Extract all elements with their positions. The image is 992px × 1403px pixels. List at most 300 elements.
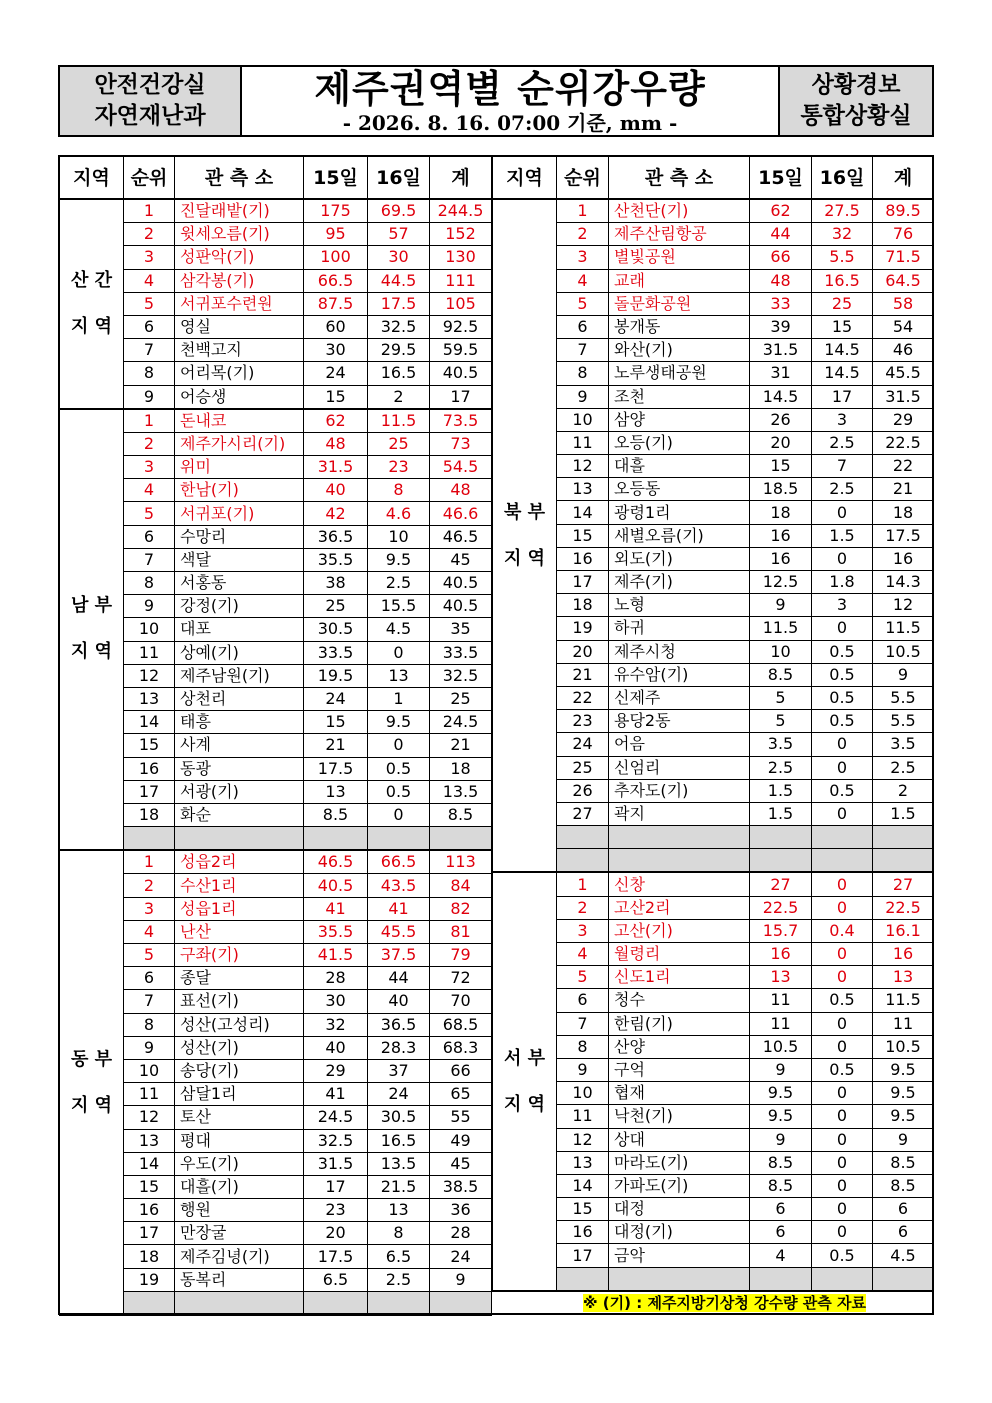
region-label: 서 부 지 역 [493, 872, 557, 1290]
rank-cell: 17 [557, 571, 609, 594]
day15-cell: 20 [750, 431, 812, 454]
rank-cell: 1 [124, 199, 175, 223]
station-cell: 수산1리 [175, 874, 304, 897]
rank-cell: 11 [124, 641, 175, 664]
day15-cell: 18.5 [750, 478, 812, 501]
total-cell: 48 [430, 479, 492, 502]
day15-cell: 30.5 [304, 618, 368, 641]
table-row [60, 525, 492, 548]
rank-cell: 14 [557, 1174, 609, 1197]
rank-cell [557, 826, 609, 849]
day16-cell: 14.5 [812, 362, 873, 385]
station-cell: 위미 [175, 456, 304, 479]
total-cell: 113 [430, 850, 492, 874]
rank-header: 순위 [124, 157, 175, 200]
table-row [493, 733, 934, 756]
day15-cell: 9 [750, 594, 812, 617]
table-row [60, 1036, 492, 1059]
day15-cell: 175 [304, 199, 368, 223]
total-cell: 45.5 [873, 362, 934, 385]
rank-cell: 1 [124, 409, 175, 433]
day16-cell: 2.5 [812, 478, 873, 501]
table-row [493, 594, 934, 617]
rank-cell: 1 [124, 850, 175, 874]
station-cell: 봉개동 [609, 315, 750, 338]
day15-cell: 19.5 [304, 664, 368, 687]
rank-cell: 10 [557, 1082, 609, 1105]
day15-cell: 39 [750, 315, 812, 338]
table-row [493, 1012, 934, 1035]
station-cell: 한림(기) [609, 1012, 750, 1035]
total-header: 계 [873, 157, 934, 200]
total-cell [430, 827, 492, 851]
day15-cell: 5 [750, 686, 812, 709]
table-row [60, 1129, 492, 1152]
day16-cell: 0.5 [812, 640, 873, 663]
rank-cell: 6 [124, 525, 175, 548]
total-cell: 8.5 [873, 1151, 934, 1174]
rank-cell: 19 [557, 617, 609, 640]
day16-cell: 32 [812, 223, 873, 246]
day16-cell: 3 [812, 408, 873, 431]
rainfall-table-left [59, 156, 492, 1316]
table-row [60, 850, 492, 874]
day16-cell: 30.5 [368, 1106, 430, 1129]
day15-cell: 6 [750, 1198, 812, 1221]
day15-cell: 15 [304, 711, 368, 734]
table-row [60, 362, 492, 385]
total-cell: 68.3 [430, 1036, 492, 1059]
day16-cell: 1 [368, 687, 430, 710]
table-row [493, 686, 934, 709]
total-cell: 6 [873, 1198, 934, 1221]
day16-cell: 6.5 [368, 1245, 430, 1268]
rank-cell: 3 [124, 246, 175, 269]
total-cell: 28 [430, 1222, 492, 1245]
table-row [493, 896, 934, 919]
rank-cell: 11 [557, 431, 609, 454]
day16-cell: 0 [812, 1035, 873, 1058]
rank-cell: 2 [557, 896, 609, 919]
day16-cell: 11.5 [368, 409, 430, 433]
station-cell: 신창 [609, 872, 750, 896]
day16-cell [812, 826, 873, 849]
day15-cell: 29 [304, 1059, 368, 1082]
table-row [60, 223, 492, 246]
table-row [60, 292, 492, 315]
day16-cell [368, 1291, 430, 1315]
rank-cell: 10 [557, 408, 609, 431]
day16-cell: 0.5 [368, 757, 430, 780]
total-cell [873, 849, 934, 873]
station-cell: 산양 [609, 1035, 750, 1058]
region-header: 지역 [493, 157, 557, 200]
table-row [60, 711, 492, 734]
table-row [493, 1035, 934, 1058]
total-cell: 3.5 [873, 733, 934, 756]
day16-cell: 4.5 [368, 618, 430, 641]
total-cell: 9.5 [873, 1105, 934, 1128]
region-label: 남 부 지 역 [60, 409, 124, 851]
total-cell: 46.5 [430, 525, 492, 548]
station-cell: 신제주 [609, 686, 750, 709]
day16-cell: 16.5 [368, 362, 430, 385]
station-cell: 구억 [609, 1058, 750, 1081]
blank-row [60, 827, 492, 851]
rank-cell: 18 [124, 803, 175, 826]
day15-cell: 31 [750, 362, 812, 385]
station-cell: 추자도(기) [609, 779, 750, 802]
day16-cell: 17.5 [368, 292, 430, 315]
total-cell: 58 [873, 292, 934, 315]
day16-cell: 30 [368, 246, 430, 269]
day16-cell: 32.5 [368, 315, 430, 338]
station-cell: 상예(기) [175, 641, 304, 664]
station-cell: 조천 [609, 385, 750, 408]
station-cell: 고산(기) [609, 919, 750, 942]
day16-cell: 1.8 [812, 571, 873, 594]
day16-cell: 0 [812, 872, 873, 896]
table-row [493, 966, 934, 989]
table-row [493, 223, 934, 246]
total-cell: 45 [430, 1152, 492, 1175]
day15-cell: 33 [750, 292, 812, 315]
day15-cell: 36.5 [304, 525, 368, 548]
day15-cell: 62 [304, 409, 368, 433]
rank-cell: 8 [124, 362, 175, 385]
station-cell: 표선(기) [175, 990, 304, 1013]
day16-header: 16일 [368, 157, 430, 200]
region-header: 지역 [60, 157, 124, 200]
rank-cell: 17 [124, 1222, 175, 1245]
total-cell: 9.5 [873, 1058, 934, 1081]
header-row [60, 157, 492, 200]
station-cell: 돈내코 [175, 409, 304, 433]
table-row [493, 431, 934, 454]
rainfall-table-right [492, 156, 934, 1292]
day15-cell: 35.5 [304, 920, 368, 943]
day15-cell: 38 [304, 572, 368, 595]
total-cell: 24.5 [430, 711, 492, 734]
rank-cell: 4 [557, 269, 609, 292]
total-cell: 40.5 [430, 595, 492, 618]
rank-cell: 16 [124, 757, 175, 780]
day16-cell: 14.5 [812, 339, 873, 362]
day15-cell: 10 [750, 640, 812, 663]
day16-cell: 41 [368, 897, 430, 920]
station-cell: 제주가시리(기) [175, 432, 304, 455]
station-cell [175, 827, 304, 851]
total-cell: 40.5 [430, 572, 492, 595]
total-cell: 81 [430, 920, 492, 943]
day16-cell: 13 [368, 664, 430, 687]
rank-cell: 8 [557, 362, 609, 385]
day15-cell: 8.5 [750, 663, 812, 686]
station-cell: 마라도(기) [609, 1151, 750, 1174]
total-cell [873, 1267, 934, 1291]
day15-cell: 13 [750, 966, 812, 989]
total-cell: 27 [873, 872, 934, 896]
total-cell: 73.5 [430, 409, 492, 433]
day16-cell: 0 [812, 617, 873, 640]
rank-cell: 13 [557, 1151, 609, 1174]
page-subtitle: - 2026. 8. 16. 07:00 기준, mm - [342, 111, 678, 135]
day15-cell: 5 [750, 710, 812, 733]
rank-cell: 5 [557, 966, 609, 989]
office-line1: 상황경보 [811, 72, 901, 98]
total-cell: 29 [873, 408, 934, 431]
station-cell: 제주산림항공 [609, 223, 750, 246]
day16-cell: 23 [368, 456, 430, 479]
day16-cell: 0 [812, 733, 873, 756]
total-cell: 65 [430, 1083, 492, 1106]
total-cell: 59.5 [430, 339, 492, 362]
station-cell [609, 1267, 750, 1291]
day15-cell: 95 [304, 223, 368, 246]
total-cell: 54 [873, 315, 934, 338]
day16-cell: 0 [812, 756, 873, 779]
table-row [60, 502, 492, 525]
day15-cell: 66.5 [304, 269, 368, 292]
total-cell: 84 [430, 874, 492, 897]
total-cell: 64.5 [873, 269, 934, 292]
day15-cell: 35.5 [304, 548, 368, 571]
station-cell: 월령리 [609, 943, 750, 966]
total-cell: 55 [430, 1106, 492, 1129]
rank-cell: 3 [124, 456, 175, 479]
station-cell: 사계 [175, 734, 304, 757]
day15-cell: 25 [304, 595, 368, 618]
station-cell: 금악 [609, 1244, 750, 1267]
total-cell: 46 [873, 339, 934, 362]
station-cell: 성읍2리 [175, 850, 304, 874]
total-cell: 8.5 [873, 1174, 934, 1197]
blank-row [493, 849, 934, 873]
station-cell: 대흘(기) [175, 1175, 304, 1198]
table-row [493, 943, 934, 966]
day15-cell: 46.5 [304, 850, 368, 874]
table-row [60, 1199, 492, 1222]
rank-cell: 24 [557, 733, 609, 756]
table-row [60, 920, 492, 943]
day15-header: 15일 [750, 157, 812, 200]
day16-cell: 9.5 [368, 548, 430, 571]
rank-cell: 22 [557, 686, 609, 709]
rank-cell: 1 [557, 199, 609, 223]
station-cell: 광령1리 [609, 501, 750, 524]
rank-cell: 12 [557, 455, 609, 478]
rank-cell: 12 [124, 664, 175, 687]
rank-cell: 18 [124, 1245, 175, 1268]
table-row [60, 990, 492, 1013]
day16-cell: 0 [812, 1105, 873, 1128]
day15-cell: 9 [750, 1058, 812, 1081]
table-row [493, 501, 934, 524]
rank-cell: 11 [124, 1083, 175, 1106]
rank-cell: 8 [557, 1035, 609, 1058]
table-row [60, 641, 492, 664]
rank-cell: 12 [124, 1106, 175, 1129]
table-row [493, 1174, 934, 1197]
page-title: 제주권역별 순위강우량 [314, 67, 706, 111]
table-row [493, 756, 934, 779]
station-cell: 평대 [175, 1129, 304, 1152]
rank-cell: 5 [557, 292, 609, 315]
station-cell: 제주(기) [609, 571, 750, 594]
station-cell: 제주시청 [609, 640, 750, 663]
total-cell: 79 [430, 944, 492, 967]
day16-cell: 15 [812, 315, 873, 338]
rank-cell: 2 [557, 223, 609, 246]
station-cell: 화순 [175, 803, 304, 826]
table-row [493, 1082, 934, 1105]
day15-cell: 48 [750, 269, 812, 292]
table-row [60, 1268, 492, 1291]
day16-cell: 15.5 [368, 595, 430, 618]
day16-cell: 0 [812, 1082, 873, 1105]
day15-cell: 11 [750, 989, 812, 1012]
total-cell: 14.3 [873, 571, 934, 594]
table-row [493, 199, 934, 223]
table-row [493, 1198, 934, 1221]
table-row [60, 1152, 492, 1175]
rank-cell: 15 [124, 734, 175, 757]
rank-cell: 9 [557, 1058, 609, 1081]
total-cell: 70 [430, 990, 492, 1013]
table-row [60, 409, 492, 433]
day15-cell [750, 826, 812, 849]
day16-cell: 2.5 [368, 1268, 430, 1291]
rank-cell: 2 [124, 432, 175, 455]
department-line1: 안전건강실 [94, 72, 206, 98]
station-cell: 노형 [609, 594, 750, 617]
rank-cell: 16 [557, 547, 609, 570]
day16-cell: 24 [368, 1083, 430, 1106]
day15-cell: 23 [304, 1199, 368, 1222]
total-cell: 21 [430, 734, 492, 757]
day16-cell: 13 [368, 1199, 430, 1222]
rank-cell: 23 [557, 710, 609, 733]
total-cell: 25 [430, 687, 492, 710]
table-row [60, 803, 492, 826]
table-row [493, 640, 934, 663]
day15-cell: 6 [750, 1221, 812, 1244]
total-cell: 89.5 [873, 199, 934, 223]
day15-cell: 2.5 [750, 756, 812, 779]
total-cell [430, 1291, 492, 1315]
station-cell: 고산2리 [609, 896, 750, 919]
day15-cell: 30 [304, 339, 368, 362]
rank-cell: 5 [124, 944, 175, 967]
rank-cell: 14 [124, 711, 175, 734]
station-header: 관 측 소 [609, 157, 750, 200]
table-row [60, 269, 492, 292]
day15-cell: 40 [304, 1036, 368, 1059]
table-row [493, 710, 934, 733]
table-row [60, 432, 492, 455]
station-cell: 새별오름(기) [609, 524, 750, 547]
rank-cell: 4 [557, 943, 609, 966]
day15-cell: 87.5 [304, 292, 368, 315]
day16-cell: 0.5 [812, 1058, 873, 1081]
station-cell: 동광 [175, 757, 304, 780]
rank-cell: 17 [557, 1244, 609, 1267]
day15-cell: 16 [750, 943, 812, 966]
rank-cell: 7 [557, 339, 609, 362]
day15-cell: 41 [304, 1083, 368, 1106]
station-cell: 대정(기) [609, 1221, 750, 1244]
table-row [493, 292, 934, 315]
total-cell: 16 [873, 547, 934, 570]
table-row [493, 385, 934, 408]
day16-cell: 44.5 [368, 269, 430, 292]
day15-cell: 31.5 [304, 1152, 368, 1175]
station-cell: 노루생태공원 [609, 362, 750, 385]
table-row [60, 456, 492, 479]
rank-cell [557, 1267, 609, 1291]
day16-cell: 0 [812, 943, 873, 966]
rank-cell: 10 [124, 618, 175, 641]
total-cell: 111 [430, 269, 492, 292]
rank-cell: 2 [124, 874, 175, 897]
day15-cell: 48 [304, 432, 368, 455]
day15-cell: 21 [304, 734, 368, 757]
table-row [493, 779, 934, 802]
station-cell: 대포 [175, 618, 304, 641]
total-cell: 36 [430, 1199, 492, 1222]
day16-cell: 16.5 [812, 269, 873, 292]
station-cell: 천백고지 [175, 339, 304, 362]
day15-cell [750, 849, 812, 873]
station-cell: 신도1리 [609, 966, 750, 989]
day16-cell: 0 [812, 1128, 873, 1151]
total-cell: 40.5 [430, 362, 492, 385]
station-cell: 만장굴 [175, 1222, 304, 1245]
day16-cell: 0 [812, 1151, 873, 1174]
day16-cell: 0.5 [812, 710, 873, 733]
station-cell: 대정 [609, 1198, 750, 1221]
station-cell: 와산(기) [609, 339, 750, 362]
day15-cell: 40.5 [304, 874, 368, 897]
station-cell: 오등(기) [609, 431, 750, 454]
station-cell: 행원 [175, 1199, 304, 1222]
day16-cell [812, 1267, 873, 1291]
day16-cell: 0.5 [812, 1244, 873, 1267]
station-cell: 가파도(기) [609, 1174, 750, 1197]
day15-cell: 31.5 [304, 456, 368, 479]
table-row [493, 1128, 934, 1151]
total-cell: 9.5 [873, 1082, 934, 1105]
day16-cell: 0.5 [368, 780, 430, 803]
station-cell: 서홍동 [175, 572, 304, 595]
station-cell: 종달 [175, 967, 304, 990]
day16-cell: 8 [368, 1222, 430, 1245]
total-cell: 17.5 [873, 524, 934, 547]
station-cell: 상천리 [175, 687, 304, 710]
station-cell: 대흘 [609, 455, 750, 478]
rank-cell: 4 [124, 269, 175, 292]
station-cell: 오등동 [609, 478, 750, 501]
total-cell: 22 [873, 455, 934, 478]
day16-cell: 0 [812, 1198, 873, 1221]
table-row [493, 455, 934, 478]
table-row [60, 548, 492, 571]
station-header: 관 측 소 [175, 157, 304, 200]
day16-cell: 4.6 [368, 502, 430, 525]
region-label: 북 부 지 역 [493, 199, 557, 872]
table-row [493, 919, 934, 942]
day15-cell: 28 [304, 967, 368, 990]
